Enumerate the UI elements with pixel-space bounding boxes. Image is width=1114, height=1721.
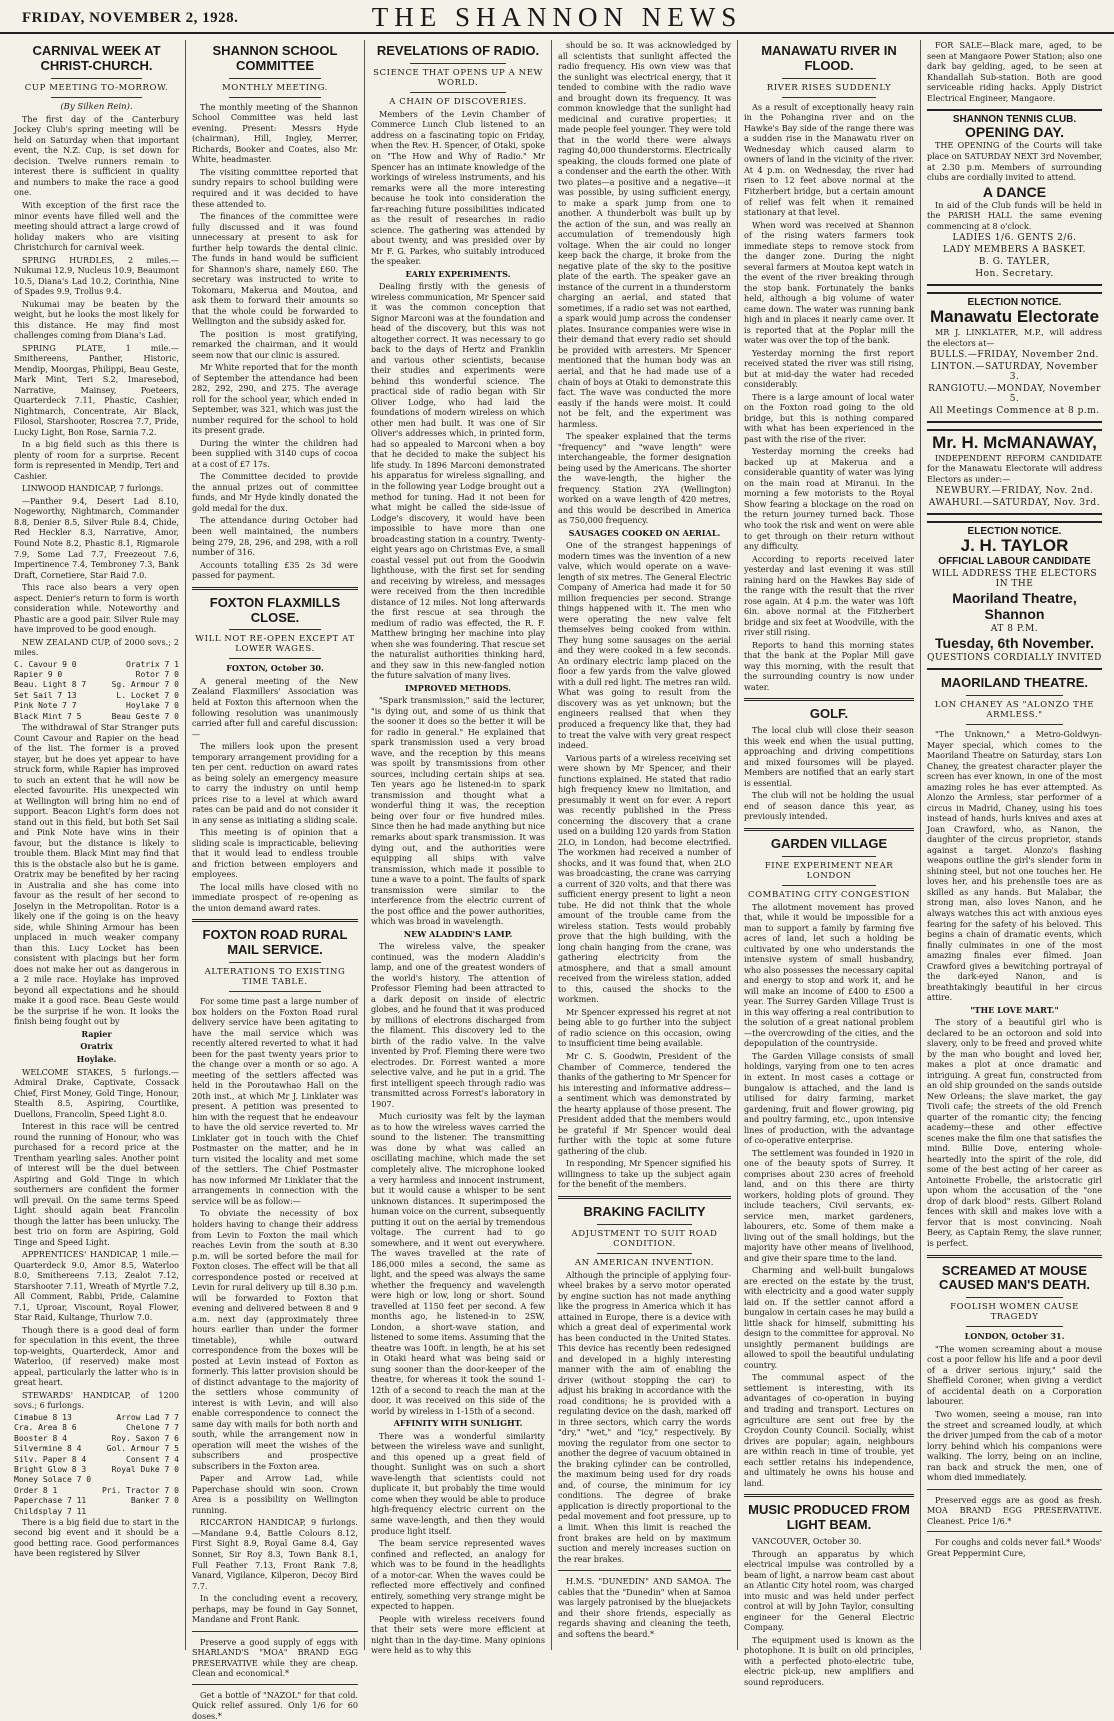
weights-cell: Bright Glow 8 3 [14,1464,87,1474]
paragraph: STEWARDS' HANDICAP, of 1200 sovs.; 6 furlongs. [14,1389,179,1411]
paragraph: AFFINITY WITH SUNLIGHT. [393,1418,523,1429]
article-river-flood [744,44,914,692]
paragraph: This meeting is of opinion that a sliding scale is impracticable, believing that it would lead to endless trouble and friction between employers and employees. [192,827,358,880]
paragraph: The story of a beautiful girl who is declared to be an octoroon and sold into slavery, only to be freed and proved white by the man who bought and loved her, makes a plot at once dramatic and intriguing. A great fun, constructed from an old ship grounded on the sands outside New Orleans; the slave market, the gay Tivoli cafe; the streets of the old French quarter of the romantic city; the fencing academy—these and other effective scenes make the film one that satisfies the mind. Billie Dove, entering whole-heartedly into the spirit of the role, did some of the best acting of her career as Antoinette Frobelle, the aristocratic girl upon whom the accusation of the "one drop of dark blood" rests. Gilbert Roland fences with skill and makes love with a fervor that is most convincing. Noah Beery, as Captain Remy, the slave runner, is perfect. [927,1017,1102,1248]
column-5 [738,40,921,1687]
weights-row [14,1423,179,1433]
article-radio [371,44,545,1656]
weights-row [14,660,179,670]
advert-election-mcmanaway [927,429,1102,515]
paragraph: The position is most gratifying, remarked the chairman, and it would seem now that our clinic is assured. [192,328,358,360]
paragraph: LONDON, October 31. [964,1331,1065,1342]
ad-questions: QUESTIONS CORDIALLY INVITED [927,653,1102,664]
article-body [927,1331,1102,1482]
meeting-line: NEWBURY.—FRIDAY, Nov. 2nd. [935,486,1094,497]
ad-meeting-list [927,486,1102,508]
ad-venue: Maoriland Theatre, Shannon [952,590,1077,622]
headline: MANAWATU RIVER IN FLOOD. [761,43,897,73]
weights-row [14,1496,179,1506]
weights-cell: Black Mint 7 5 [14,711,82,721]
article-body [192,663,358,913]
divider [51,78,142,79]
headline: CARNIVAL WEEK AT CHRIST-CHURCH. [32,43,161,73]
article-body [371,109,545,1656]
divider [229,991,320,992]
ad-heading: J. H. TAYLOR [960,536,1069,556]
advert-nazol: Get a bottle of "NAZOL" for that cold. Quick relief assured. Only 1/6 for 60 doses.* [192,1689,358,1721]
divider [229,629,320,630]
article-body-continued [14,722,179,1411]
article-body-end [14,1517,179,1559]
weights-cell: Rotor 7 0 [135,670,179,680]
ad-secretary-title: Hon. Secretary. [975,269,1054,280]
ad-time: AT 8 P.M. [990,623,1039,634]
headline: GARDEN VILLAGE [770,835,888,851]
weights-cell: Cra. Area 8 6 [14,1423,77,1433]
ad-heading: Mr. H. McMANAWAY, [932,433,1097,453]
paragraph: Accounts totalling £35 2s 3d were passed for payment. [192,559,358,581]
ad-title: SHANNON TENNIS CLUB. [952,114,1077,126]
subheadline: ALTERATIONS TO EXISTING TIME TABLE. [204,967,346,988]
divider [410,63,506,64]
paragraph: Yesterday morning the first report received stated the river was still rising, but at mid-day the water had receded considerably. [744,347,914,390]
meeting-line: All Meetings Commence at 8 p.m. [929,406,1100,417]
paragraph: The beam service represented waves confined and reflected, an analogy for which was to be found in the headlights of a motor-car. When the waves could be reflected more effectively and confined entirely, something very strange might be expected to happen. [371,1538,545,1612]
weights-cell: Beau Geste 7 0 [111,711,179,721]
divider [192,1684,358,1685]
weights-row [14,712,179,722]
weights-row [14,1455,179,1465]
weights-cell: Money Solace 7 0 [14,1475,92,1485]
article-mouse-scream [927,1264,1102,1483]
weights-row [14,1444,179,1454]
article-body [744,902,914,1488]
paragraph: A general meeting of the New Zealand Flaxmillers' Association was held at Foxton this afternoon when the following resolution was unanimously carried after full and careful discussion:— [192,675,358,739]
ad-prices: LADIES 1/6. GENTS 2/6. [952,233,1077,244]
article-radio-continued [558,40,731,1190]
divider [192,919,358,922]
column-1 [8,40,186,1650]
article-body [744,725,914,822]
article-golf [744,707,914,822]
paragraph: With exception of the first race the minor events have filled well and the meeting should attract a large crowd of holiday makers who are visiting Christchurch for carnival week. [14,200,179,253]
weights-cell: Roy. Saxon 7 6 [111,1433,179,1443]
paragraph: Nukumai may be beaten by the weight, but he looks the most likely for this distance. He may find most challenges coming from Diana's Lad. [14,298,179,341]
weights-row [14,691,179,701]
ad-title-dance: A DANCE [982,183,1047,200]
divider [229,78,320,79]
weights-row [14,701,179,711]
paragraph: The first day of the Canterbury Jockey Club's spring meeting will be held on Saturday when that important event, the N.Z. Cup, is set down for decision. Twelve runners remain to interest there is sufficient in quality and numbers to make the race a good one. [14,113,179,198]
article-light-music [744,1503,914,1687]
column-3 [365,40,552,1656]
paragraph: People with wireless receivers found that their sets were more efficient at night than in the day-time. Many opinions were held as to why this [371,1613,545,1656]
paragraph: Through an apparatus by which electrical impulse was controlled by a beam of light, a narrow beam cast about an Atlantic City hotel room, was charged into music and was held under perfect control at will by John Taylor, consulting engineer for the General Electric Company. [744,1548,914,1633]
weights-cell: Order 8 1 [14,1485,58,1495]
paragraph: Much curiosity was felt by the layman as to how the wireless waves carried the sound to the listener. The transmitting was done by what was called an oscillating machine, which made the set completely alive. The microphone looked a very harmless and innocent instrument, but it would cause a whisper to be sent unknown distances. It superimposed the human voice on the current, subsequently putting it out on the aerial by tremendous voltage. The current had to go somewhere, and it went out everywhere. The waves travelled at the rate of 186,000 miles a second, the same as light, and the speed was always the same whether the frequency and wavelength were high or low, long or short. Sound travelled at 1150 feet per second. A few months ago, he listened-in to 2SW, London, a short-wave station, and listened to some items. Assuming that the theatre was 100ft. in length, he at his set in Otaki heard what was being said or sung sooner than the door-keeper of the theatre, for whereas it took the sound 1-12th of a second to reach the man at the door, it was received on this side of the world by wireless in 1-15th of a second. [371,1111,545,1416]
paragraph: There is a large amount of local water on the Foxton road going to the old bridge, but this is nothing compared with what has been experienced in the past with the rise of the river. [744,391,914,444]
article-school-committee [192,44,358,581]
column-4 [552,40,738,1650]
cup-weights-table [14,660,179,722]
paragraph: When word was received at Shannon of the rising waters farmers took immediate steps to remove stock from the danger zone. During the night several farmers at Moutoa kept watch in the event of the river breaking through the stop bank. Fortunately the banks held, although a big volume of water came down. The water was running bank high and in places it nearly came over. It is reported that at the Poplar mill the water was over the top of the bank. [744,219,914,346]
article-rural-mail [192,928,358,1624]
ad-subheading: OFFICIAL LABOUR CANDIDATE [938,556,1091,568]
divider [966,724,1062,725]
paragraph: "THE LOVE MART." [970,1004,1059,1015]
ad-text-dance: In aid of the Club funds will be held in the PARISH HALL the same evening commencing at 8 o'clock. [927,199,1102,231]
paragraph: The club will not be holding the usual end of season dance this year, as previously intended. [744,790,914,822]
paragraph: NEW ZEALAND CUP, of 2000 sovs.; 2 miles. [14,636,179,658]
paragraph: The Garden Village consists of small holdings, varying from one to ten acres in extent. In most cases a cottage or bungalow is attached, and the land is utilised for dairy farming, market gardening, fruit and flower growing, pig and poultry farming, etc., upon intensive lines of production, with the advantage of co-operative enterprise. [744,1050,914,1146]
advert-egg-preserved: Preserved eggs are as good as fresh. MOA BRAND EGG PRESERVATIVE. Cleanest. Price 1/6.* [927,1494,1102,1526]
paragraph: The equipment used is known as the photophone. It is built on old principles, with a perfected photo-electric tube, electric pick-up, new amplifiers and sound reproducers. [744,1634,914,1687]
paragraph: The wireless valve, the speaker continued, was the modern Aladdin's lamp, and one of the greatest wonders of the world's history. The attention of Professor Fleming had been attracted to a dark deposit on inside of electric globes, and he found that it was produced by millions of electrons discharged from the filament. This discovery led to the birth of the radio valve. In the valve invented by Prof. Fleming there were two electrodes. Dr. Forrest wanted a more selective valve, and he put in a grid. The first intelligent speech through radio was transmitted across Forrest's laboratory in 1907. [371,941,545,1109]
ad-heading: Manawatu Electorate [929,307,1100,327]
paragraph: Interest in this race will be centred round the running of Honour, who was purchased for a record price at the Trentham yearling sales. Another point of interest will be the duel between Aspiring and Gold Tinge in which southerners are confident the former will prevail. On the same terms Speed Light should again beat Francolin though the latter has been unlucky. The best trio on form are Aspiring, Gold Tinge and Speed Light. [14,1121,179,1247]
paragraph: As a result of exceptionally heavy rain in the Pohangina river and on the Hawke's Bay side of the range there was a sudden rise in the Manawatu river on Wednesday which caused alarm to owners of land in the vicinity of the river. At 4 p.m. on Wednesday, the river had risen to 12 feet above normal at the Fitzherbert bridge, but a certain amount of relief was felt when it remained stationary at that level. [744,101,914,218]
weights-cell: Pink Note 7 7 [14,701,77,711]
paragraph: LINWOOD HANDICAP, 7 furlongs. [22,483,164,494]
subheadline: FOOLISH WOMEN CAUSE TRAGEDY [950,1302,1079,1323]
subheadline: MONTHLY MEETING. [222,82,328,93]
paragraph: EARLY EXPERIMENTS. [405,268,511,279]
weights-cell: Gol. Armour 7 5 [106,1444,179,1454]
paragraph: The monthly meeting of the Shannon School Committee was held last evening. Present: Messrs Hyde (chairman), Hill, Ingley, Merrer, Richards, Booker and Coates, also Mr. White, headmaster. [192,101,358,165]
advert-tennis-club [927,109,1102,286]
divider [229,962,320,963]
advert-egg-preservative: Preserve a good supply of eggs with SHARLAND'S "MOA" BRAND EGG PRESERVATIVE while they are cheap. Clean and economical.* [192,1636,358,1679]
subheadline-2: COMBATING CITY CONGESTION [747,889,911,900]
subheadline: LON CHANEY AS "ALONZO THE ARMLESS." [934,700,1095,721]
subheadline: RIVER RISES SUDDENLY [766,82,892,93]
weights-cell: Silvermine 8 4 [14,1444,82,1454]
paragraph: "The women screaming about a mouse cost a poor fellow his life and a poor devil of a driver serious injury," said the Sheffield Coroner, when giving a verdict of accidental death on a Corporation labourer. [927,1343,1102,1407]
paragraph: Yesterday morning the creeks had backed up at Makerua and a considerable quantity of water was lying on the main road at Miranui. In the morning a few motorists to the Royal Show fearing a blockage on the road on the return journey turned back. Those who took the risk and went on were able to get through on their return without any difficulty. [744,446,914,552]
paragraph: —Panther 9.4, Desert Lad 8.10, Nogeworthy, Nightmarch, Commander 8.8, Denier 8.5, Silver Rule 8.4, Chide, Red Heckler 8.3, Narrative, Amor, Found Note 8.2, Phastic 8.1, Rigmarole 7.9, Some Lad 7.7, Freezeout 7.6, Impertinence 7.4, Tembroney 7.3, Bank Draft, Cornetiere, Star Raid 7.0. [14,495,179,580]
article-body [192,102,358,581]
divider [597,1224,692,1225]
paragraph: VANCOUVER, October 30. [752,1535,862,1546]
paragraph: NEW ALADDIN'S LAMP. [403,928,513,939]
ad-subtitle: OPENING DAY. [964,124,1065,141]
divider [782,78,876,79]
paragraph: Two women, seeing a mouse, ran into the street and screamed loudly, at which the driver jumped from the cab of a motor lorry behind which his companions were walking. The lorry, being on an incline, ran back and struck the men, one of whom died immediately. [927,1408,1102,1483]
headline: MAORILAND THEATRE. [940,675,1089,691]
byline: (By Silken Rein). [60,101,133,112]
headline: FOXTON FLAXMILLS CLOSE. [209,594,341,625]
weights-cell: Arrow Lad 7 7 [116,1413,179,1422]
paragraph: IMPROVED METHODS. [405,682,511,693]
article-body [192,996,358,1624]
stewards-weights-table [14,1413,179,1517]
weights-cell: Sg. Armour 7 0 [111,680,179,690]
weights-cell: Paperchase 7 11 [14,1496,87,1506]
subheadline-2: AN AMERICAN INVENTION. [574,1257,715,1268]
divider [927,1531,1102,1532]
divider [597,1253,692,1254]
divider [192,1631,358,1632]
weights-cell: L. Locket 7 0 [116,690,179,700]
weights-cell: Beau. Light 8 7 [14,680,87,690]
weights-cell: C. Cavour 9 0 [14,659,77,669]
divider [782,885,876,886]
ad-title: ELECTION NOTICE. [967,297,1062,309]
paragraph: This race also bears a very open aspect. Denier's return to form is worth consideration while. Noteworthy and Phastic are a good pair. Silver Rule may have improved to be good enough. [14,582,179,635]
divider [966,1297,1062,1298]
column-2 [186,40,365,1721]
weights-cell: Oratrix 7 1 [126,659,179,669]
headline: GOLF. [809,706,849,722]
paragraph: SPRING HURDLES, 2 miles.—Nukumai 12.9, Nucleus 10.9, Beaumont 10.5, Diana's Lad 10.2, Corinthia, Nine of Spades 9.9, Trollus 9.4. [14,254,179,297]
paragraph: Mr White reported that for the month of September the attendance had been 282, 292, 290, and 275. The average roll for the school year, which ended in September, was 321, which was just the number required for the school to hold its present grade. [192,362,358,436]
paragraph: Various parts of a wireless receiving set were shown by Mr Spencer, and their functions explained. He stated that radio high frequency knew no limitation, and presumably it went on for ever. A report was recently published in the Press concerning the discovery that a crane used on a building 120 yards from Station 2LO, in London, had become electrified. The workmen had received a number of shocks, and it was found that, when 2LO was broadcasting, the crane was carrying a current of 320 volts, and that there was sufficient energy present to light a neon tube. He did not think that the whole amount of the trouble came from the wireless station. Tests would probably prove that the high building, with the long chain hanging from the crane, was gathering electricity from the atmosphere, and that a small amount received from the wireless station, added to this, caused the shocks to the workmen. [558,752,732,1005]
headline: REVELATIONS OF RADIO. [376,43,540,58]
divider [192,587,358,590]
newspaper-title: THE SHANNON NEWS [371,2,743,32]
weights-cell: Banker 7 0 [130,1496,179,1506]
meeting-line: BULLS.—FRIDAY, November 2nd. [930,350,1099,361]
weights-cell: Rapier 9 0 [14,670,63,680]
paragraph: SPRING PLATE, 1 mile.—Smithereens, Panther, Historic, Mendip, Moorgas, Philippi, Beau Geste, Mark Mint, Teri S.2, Imaresebod, Narrative, Mainsey, Poeteers, Quarterdeck 7.11, Phastic, Cashier, Nightmarch, Concentrate, Air Black, Filosol, Starshooter, Roscrea 7.7, Pride, Lucky Light, Bon Rose, Sarnia 7.2. [14,342,179,437]
article-body [14,114,179,658]
subheadline: SCIENCE THAT OPENS UP A NEW WORLD. [373,67,543,88]
ad-text: MR J. LINKLATER, M.P., will address the electors at— [927,327,1102,348]
paragraph: Hoylake. [76,1053,117,1064]
divider [229,658,320,659]
divider [558,1570,731,1571]
paragraph: The local mills have closed with no immediate prospect of re-opening as the union demand award rates. [192,881,358,913]
paragraph: Oratrix [80,1041,113,1052]
paragraph: Although the principle of applying four-wheel brakes by a servo motor operated by engine suction has not made anything like the progress in America which it has attained in Europe, there is a device with which a great deal of experimental work has been conducted in the United States. This device has recently been redesigned and developed in a highly interesting manner with the aim of enabling the driver (without stopping the car) to adjust his braking in accordance with the road conditions; he is provided with a regulating device on the dash, marked off in three sectors, which carry the words "dry," "wet," and "icy," respectively. By moving the regulator from one sector to another the degree of vacuum obtained in the braking cylinder can be controlled, the maximum being used for dry roads and, of course, the minimum for icy conditions. The degree of brake application is directly proportional to the pedal movement and foot pressure, up to a limit. When this limit is reached the front brakes are held on by maximum suction and merely increases suction on the rear brakes. [558,1269,731,1564]
paragraph: The finances of the committee were fully discussed and it was found unnecessary at present to ask for further help towards the dental clinic. The funds in hand would be sufficient for Shannon's share, namely £60. The secretary was instructed to write to Tokomaru, Makerua and Moutoa, and ask them to forward their amounts so that the whole could be forwarded to Wellington and the subsidy asked for. [192,211,358,327]
divider [410,92,506,93]
meeting-line: RANGIOTU.—MONDAY, November 5. [928,384,1101,405]
ad-secretary: B. G. TAYLER, [978,257,1051,268]
paragraph: For some time past a large number of box holders on the Foxton Road rural delivery service have been agitating to have the mail service which was recently altered reverted to what it had been for the past twenty years prior to the change over a month or so ago. A meeting of the settlers affected was held in the Poroutawhao Hall on the 20th inst., at which Mr J. Linklater was present. A petition was presented to him with the request that he endeavour to have the old service reverted to. Mr Linklater got in touch with the Chief Postmaster on the matter, and he in turn visited the locality and met some of the settlers. The Chief Postmaster has now informed Mr Linklater that the arrangements in connection with the service will be as follow:— [192,996,358,1206]
headline: MUSIC PRODUCED FROM LIGHT BEAM. [748,1502,910,1533]
paragraph: SAUSAGES COOKED ON AERIAL. [568,527,721,538]
divider [558,1196,731,1199]
paragraph: FOXTON, October 30. [226,663,324,674]
paragraph: Paper and Arrow Lad, while Paperchase should win soon. Crown Area is a possibility on Wellington running. [192,1473,358,1515]
weights-cell: Silv. Paper 8 4 [14,1454,87,1464]
paragraph: Though there is a good deal of form for speculation in this event, the three top-weights, Quarterdeck, Amor and Waterloo, (if reserved) make most appeal, particularly the latter who is in great heart. [14,1324,179,1388]
divider [782,97,876,98]
article-flaxmills [192,596,358,914]
article-body [927,729,1102,1248]
paragraph: The local club will close their season this week end when the usual putting, approaching and driving competitions and mixed foursomes will be played. Members are notified that an early start is essential. [744,725,914,788]
paragraph: RICCARTON HANDICAP, 9 furlongs.—Mandane 9.4, Battle Colours 8.12, First Sight 8.9, Royal Game 8.4, Gay Sonnet, Sir Roy 8.3, Town Bank 8.1, Full Feather 7.13, Front Rank 7.8, Vanard, Vigilance, Kilperon, Decoy Bird 7.7. [192,1517,358,1591]
paragraph: One of the strangest happenings of modern times was the invention of a new valve, which would operate on a wave-length of six metres. The General Electric Company of America had made it for 50 million frequencies per second. Strange things happened with it. The men who were operating the new valve felt themselves being cooked from within. They hung some sausages on the aerial and they were cooked in a few seconds. An ordinary electric lamp placed on the floor a few yards from the valve glowed with a dull red light. The metres ran wild. What was going to result from the discovery was as yet unknown; but the engineers realised that when they produced a frequency like that, they had to treat the valve with very great respect indeed. [558,540,731,751]
paragraph: Charming and well-built bungalows are erected on the estate by the trust, with electricity and a good water supply laid on. If the settler cannot afford a bungalow in certain cases he may build a little shack for himself, submitting his design to the committee for approval. No unsightly permanent buildings are allowed to spoil the beautiful undulating country. [744,1265,914,1370]
subheadline-2: A CHAIN OF DISCOVERIES. [389,96,527,107]
advert-for-sale: FOR SALE—Black mare, aged, to be seen at Mangaore Power Station; also one dark bay gelding, aged, to be seen at Khandallah Sub-station. Both are good serviceable riding hacks. Apply District Electrical Engineer, Mangaore. [927,40,1102,103]
weights-row [14,1507,179,1517]
weights-row [14,680,179,690]
paragraph: WELCOME STAKES, 5 furlongs.—Admiral Drake, Captivate, Cossack Chief, First Money, Gold Tinge, Honour, Stealth 8.5, Aspiring, Courtlike, Duellons, Francolin, Speed Light 8.0. [14,1066,179,1119]
article-body [744,102,914,692]
subheadline: CUP MEETING TO-MORROW. [24,82,169,93]
paragraph: The allotment movement has proved that, while it would be impossible for a man to support a family by farming five acres of land, let such a holding be cultivated by one who understands the intensive system of small husbandry, who also possesses the necessary capital and energy to stop and work it, and he will make an income of £400 to £500 a year. The Surrey Garden Village Trust is in this way offering a real contribution to the solution of a great national problem—the overcrowding of the cities, and the depopulation of the countryside. [744,901,914,1049]
weights-row [14,1434,179,1444]
divider [744,698,914,701]
weights-cell: Set Sail 7 13 [14,690,77,700]
advert-election-taylor [927,521,1102,670]
paragraph: APPRENTICES' HANDICAP, 1 mile.—Quarterdeck 9.0, Amor 8.5, Waterloo 8.0, Smithereens 7.13, Zealot 7.12, Starshooter 7.11, Wreath of Myrtle 7.2, All Comment, Rabbi, Pride, Calamine 7.1, Uproar, Viscount, Royal Flower, Star Raid, Kultange, Thurlow 7.0. [14,1249,179,1323]
divider [744,828,914,831]
paragraph: There is a big field due to start in the second big event and it should be a good betting race. Good performances have been registered by Silver [14,1516,179,1559]
weights-cell: Royal Duke 7 0 [111,1464,179,1474]
weights-cell: Consent 7 4 [126,1454,179,1464]
weights-cell: Chelone 7 7 [126,1423,179,1433]
paragraph: According to reports received later yesterday and last evening it was still raining hard on the Hawkes Bay side of the range with the result that the river rose again. At 4 p.m. the water was 10ft 6in. above normal at the Fitzherbert bridge and six feet at Woodville, with the river still rising. [744,553,914,638]
subheadline: ADJUSTMENT TO SUIT ROAD CONDITION. [571,1228,718,1249]
paragraph: The communal aspect of the settlement is interesting, with its advantages of co-operation in buying and trading and transport. Lectures on agriculture are sent out free by the Croydon County Council. Socially, whist drives are popular; again, neighbours are within reach in time of trouble, yet each settler retains his independence, and ultimately he owns his house and land. [744,1372,914,1488]
divider [782,856,876,857]
paragraph: Rapier [81,1028,112,1039]
headline: BRAKING FACILITY [583,1203,706,1219]
weights-row [14,1413,179,1423]
masthead [0,0,1114,34]
article-maoriland-theatre [927,676,1102,1248]
paragraph: The withdrawal of Star Stranger puts Count Cavour and Rapier on the head of the list. The former is a proved stayer, but he does yet appear to have struck form, while Rapier has improved to such an extent that he will now be elected favourite. His unexpected win at Wellington will bring him no end of support. Beacon Light's form does not stand out in this field, but both Set Sail and Pink Note have wins in their favour, but the distance is likely to trouble them. Black Mint may find that this is the obstacle also but he is game. Oratrix may be benefited by her racing in Australia and she has come into favour as the result of her second to Joselyn in the Metropolitan. Rotor is a likely one if the going is on the heavy side, while Shining Armour has been unplaced in much weaker company than this. Lucy Locket has been consistent with placings but her form does not make her out as dangerous in a 2 mile race. Hoylake has improved beyond all expectations and he should make it a good race. Beau Geste would be the surprise if he won. It looks the finish being fought out by [14,722,179,1027]
meeting-line: AWAHURI.—SATURDAY, Nov. 3rd. [928,498,1101,509]
article-body [744,1536,914,1687]
ad-text: WILL ADDRESS THE ELECTORS IN THE [931,569,1098,590]
subheadline: FINE EXPERIMENT NEAR LONDON [764,860,894,881]
paragraph: Dealing firstly with the genesis of wireless communication, Mr Spencer said it was the common conception that Signor Marconi was at the foundation and head of the discovery, but this was not altogether correct. It was necessary to go back to the days of Hertz and Franklin and various other scientists, because their studies and experiments were behind this wonderful science. The practical side of radio began with Sir Oliver Lodge, who had laid the foundations of modern wireless on which other men had built. It was one of Sir Oliver's addresses which, in printed form, had so appealed to Marconi when a boy that he decided to make the subject his life study. In 1896 Marconi demonstrated his apparatus for wireless signalling, and in the following year Lodge brought out a method for tuning. Had it not been for what might be called the side-issue of Lodge's discovery, it would have been impossible to have more than one broadcasting station in a country. Twenty-eight years ago on Christmas Eve, a small coastal vessel put out from the Goodwin lighthouse, with the first set for sending and receiving by wireless, and messages were received from the then incredible distance of 12 miles. Not long afterwards the first rescue at sea through the medium of radio was effected, the R. F. Matthew bringing her machine into play when she was foundering. That rescue set the naturalist authorities thinking hard, and they saw in this new-fangled notion the future salvation of many lives. [371,281,545,681]
weights-cell: Childsplay 7 11 [14,1506,87,1516]
advert-dunedin: H.M.S. "DUNEDIN" AND SAMOA. The cables that the "Dunedin" when at Samoa was largely patronised by the bluejackets and their shore friends, especially as regards shaving and cleaning the teeth, and softens the beard.* [558,1576,731,1639]
ad-basket: LADY MEMBERS A BASKET. [943,245,1086,256]
paragraph: In the concluding event a recovery, perhaps, may be found in Gay Sonnet, Mandane and Front Rank. [192,1593,358,1625]
ad-text: INDEPENDENT REFORM CANDIDATE for the Manawatu Electorate will address Electors as under:— [927,452,1102,484]
weights-row [14,670,179,680]
divider [927,1255,1102,1258]
paragraph: "Spark transmission," said the lecturer, "is dying out, and some of us think that the sooner it does so the better it will be for radio in general." He explained that spark transmission used a very broad wave, and the reception by this means was spoilt by transmissions from other sources, including certain ships at sea. Ten years ago he listened-in to spark transmission and thought what a wonderful thing it was, the reception being over four or five hundred miles. Since then he had made anything but nice remarks about spark transmission. It was dying out, and the authorities were equipping all ships with valve transmission, which made it possible to tune a wave to a point. The faults of spark transmission were similar to the interference from the electric current of the post office and the power authorities, which was broad in wavelength. [371,695,545,927]
ad-text: THE OPENING of the Courts will take place on SATURDAY NEXT 3rd November, at 2.30 p.m. Members of surrounding clubs are cordially invited to attend. [927,140,1102,183]
article-braking [558,1205,731,1564]
paragraph: "The Unknown," a Metro-Goldwyn-Mayer special, which comes to the Maoriland Theatre on Saturday, stars Lon Chaney, the greatest character player the screen has ever known, in one of the most amazing roles he has ever attempted. As Alonzo the Armless, star performer of a circus in Madrid, Chaney, using his toes instead of hands, hurls knives and axes at Joan Crawford, who, as Nanon, the daughter of the circus proprietor, stands against a target. Alonzo's flashing weapons outline the girl's slender form in shining steel, but not one touches her. He loves her, and his prehensile toes are as skilled as any hands. But Malabar, the strong man, also loves Nanon, and he always watches this act with anxious eyes fearing for the safety of his beloved. This begins a chain of dramatic events, which finally culminates in one of the most amazing finales ever filmed. Joan Crawford gives a bewitching portrayal of the dark-eyed Nanon, and is breathtakingly beautiful in her circus attire. [927,729,1102,1003]
subheadline: WILL NOT RE-OPEN EXCEPT AT LOWER WAGES. [195,634,355,655]
weights-row [14,1465,179,1475]
article-garden-village [744,837,914,1488]
weights-cell: Hoylake 7 0 [126,701,179,711]
paragraph: The Committee decided to provide the annual prizes out of committee funds, and Mr Hyde kindly donated the gold medal for the dux. [192,471,358,513]
weights-cell: Pri. Tractor 7 0 [101,1485,179,1495]
divider [927,1489,1102,1490]
paragraph: There was a wonderful similarity between the wireless wave and sunlight, and this opened up a great field of thought. Sunlight was on such a short wave-length that scientists could not duplicate it, but probably the time would come when they would be able to produce high-frequency electric current on the same wave-length, and then they would produce light itself. [371,1430,545,1536]
divider [51,97,142,98]
divider [966,1326,1062,1327]
paragraph: The attendance during October had been well maintained, the numbers being 279, 28, 296, and 298, with a roll number of 316. [192,515,358,558]
headline: FOXTON ROAD RURAL MAIL SERVICE. [202,927,348,958]
paragraph: To obviate the necessity of box holders having to change their address from Levin to Foxton the mail which reaches Levin from the south at 8.30 p.m. will be sorted before the mail for Foxton closes. The effect will be that all correspondence posted or received at Levin for rural delivery up till 8.30 p.m. will be forwarded to Foxton that evening and delivered between 8 and 9 a.m. next day (approximately three hours earlier than under the former timetable), while outward correspondence from the boxes will be posted at Levin instead of Foxton as formerly. This latter provision should be of distinct advantage to the majority of the settlers whose community of interest is with Levin, and will also enable correspondence to connect the same day with mails for both north and south, while the arrangement now in operation will meet the wishes of the subscribers and prospective subscribers in the Foxton area. [192,1208,358,1471]
paragraph: The visiting committee reported that sundry repairs to school building were required and it was decided to have these attended to. [192,166,358,209]
paragraph: Mr C. S. Goodwin, President of the Chamber of Commerce, tendered the thanks of the gathering to Mr Spencer for his interesting and informative address—a sentiment which was demonstrated by the hearty applause of those present. The President added that the members would be grateful if Mr Spencer would deal further with the topic at some future gathering of the club. [558,1050,731,1156]
paragraph: In responding, Mr Spencer signified his willingness to take up the subject again for the benefit of the members. [558,1158,731,1190]
paragraph: Mr Spencer expressed his regret at not being able to go further into the subject of radio science on this occasion, owing to insufficient time being available. [558,1006,731,1049]
page-columns [8,40,1108,1721]
divider [966,695,1062,696]
weights-cell: Booster 8 4 [14,1433,67,1443]
headline: SHANNON SCHOOL COMMITTEE [212,43,338,73]
advert-peppermint-cure: For coughs and colds never fail.* Woods' Great Peppermint Cure, [927,1537,1102,1558]
paragraph: The speaker explained that the terms "frequency" and "wave length" were interchangeable, the former designation being used by the Americans. The shorter the wave-length, the higher the frequency. Station 2YA (Wellington) worked on a wave length of 420 metres, and this would be described in America as 750,000 frequency. [558,431,731,526]
paragraph: Members of the Levin Chamber of Commerce Lunch Club listened to an address on a fascinating topic on Friday, when the Rev. H. Spencer, of Otaki, spoke on "The How and Why of Radio." Mr Spencer has an intimate knowledge of the workings of wireless instruments, and his remarks were all the more interesting because he took into consideration the far-reaching future possibilities indicated as the result of researches in radio science. The gathering was attended by about twenty, and was presided over by Mr F. G. Parkes, who suitably introduced the speaker. [371,108,545,267]
paragraph: The settlement was founded in 1920 in one of the beauty spots of Surrey. It comprises about 230 acres of freehold land, and on this there are thirty workers, holding plots of ground. They include teachers, Civil servants, ex-service men, market gardeners, labourers, etc. Some of them make a living out of the small holdings, but the majority have other means of livelihood, and give their spare time to the land. [744,1147,914,1263]
paragraph: In a big field such as this there is plenty of room for a surprise. Recent form is represented in Mendip, Teri and Cashier. [14,439,179,481]
ad-title: ELECTION NOTICE. [967,526,1062,538]
headline: SCREAMED AT MOUSE CAUSED MAN'S DEATH. [939,1262,1090,1293]
divider [744,1494,914,1497]
issue-date: FRIDAY, NOVEMBER 2, 1928. [22,10,239,26]
paragraph: Reports to hand this morning states that the bank at the Poplar Mill gave way this morning, with the result that the surrounding country is now under water. [744,639,914,692]
column-6 [921,40,1108,1650]
paragraph: The millers look upon the present temporary arrangement providing for a ten per cent. reduction on award rates as being solely an emergency measure to carry the industry on until hemp prices rise to a level at which award rates can be paid and do not consider it in any sense as initiating a sliding scale. [192,741,358,825]
advert-election-linklater [927,292,1102,423]
article-carnival-week [14,44,179,1559]
meeting-line: LINTON.—SATURDAY, November 3. [931,362,1098,383]
weights-cell: Cimabue 8 13 [14,1413,72,1422]
ad-date: Tuesday, 6th November. [935,634,1094,651]
ad-meeting-list [927,350,1102,416]
article-body [558,1270,731,1564]
paragraph: should be so. It was acknowledged by all scientists that sunlight affected the radio frequency. His own view was that the sunlight was electrical energy, that it tended to combine with the radio wave and brought down its frequency. It was common knowledge that the sunlight had medicinal and curative properties; it made people feel younger. They were told that in the world there were always raging 40,000 thunderstorms. Electrically speaking, the clouds formed one plate of a condenser and the earth the other. With two plates—a positive and a negative—it was possible, by using sufficient energy, to make a spark jump from one to another. A thunderbolt was built up by the action of the sun, and was really an accumulation of tremendously high voltage. When the air could no longer keep back the charge, it broke from the negative plate of the sky to the positive plate of the earth. The speaker gave an instance of the current in a thunderstorm charging an aerial, and stated that sometimes, if a radio set was not earthed, a spark would jump across the condenser plates. Insurance companies were wise in their demand that every radio set should be provided with arresters. Mr Spencer mentioned that the human body was an aerial, and that he had made use of a chain of boys at Otaki to demonstrate this fact. The wave was conducted the more easily if the hands were moist. It could not be felt, and the experiment was harmless. [558,40,731,429]
paragraph: During the winter the children had been supplied with 3140 cups of cocoa at a cost of £7 17s. [192,437,358,469]
weights-row [14,1486,179,1496]
divider [229,97,320,98]
weights-row [14,1475,179,1485]
